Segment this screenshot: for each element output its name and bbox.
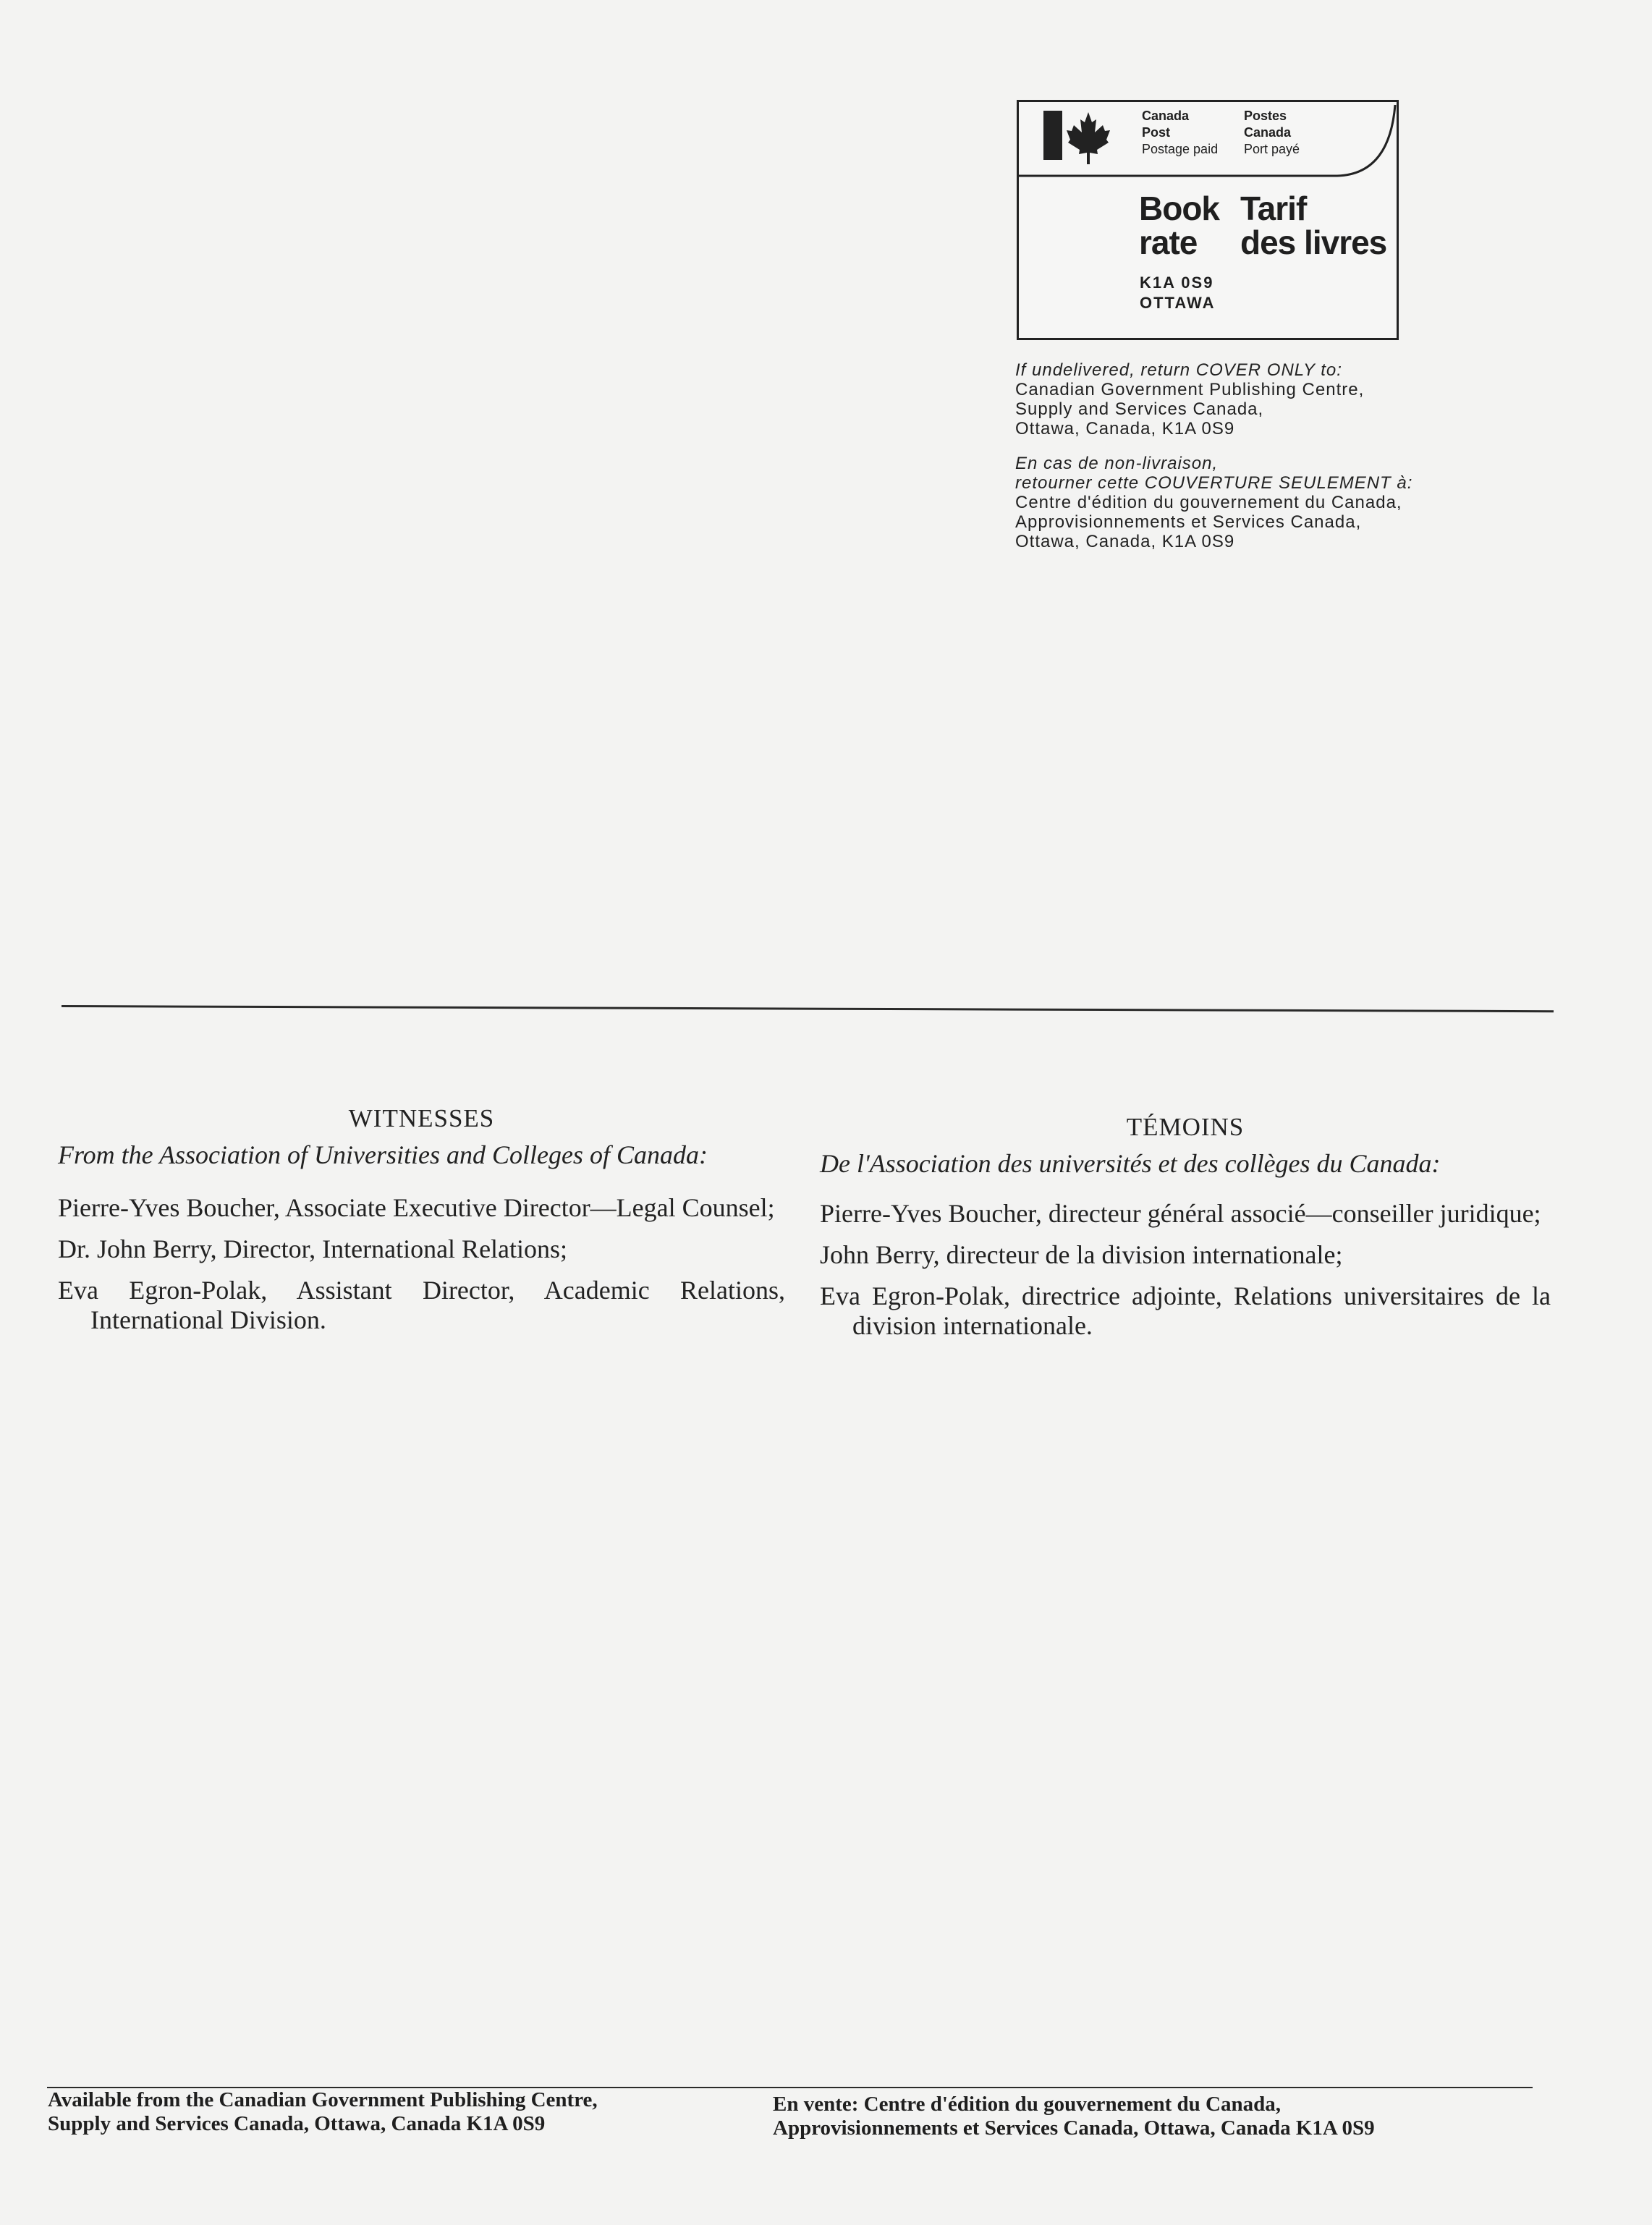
temoin-list [820, 1199, 1551, 1341]
indicia-city: OTTAWA [1140, 294, 1216, 312]
canada-flag-bar [1043, 111, 1062, 160]
postage-indicia [1017, 100, 1399, 340]
org-fr-line1: Postes [1244, 109, 1287, 123]
return-en-line: Ottawa, Canada, K1A 0S9 [1015, 419, 1235, 438]
return-notice-fr [1015, 454, 1412, 551]
book-rate-label [1139, 192, 1219, 260]
org-en-line1: Canada [1142, 109, 1190, 123]
temoins-heading: TÉMOINS [1126, 1113, 1245, 1141]
org-en-line2: Post [1142, 125, 1171, 140]
witnesses-column-fr [820, 1112, 1551, 1352]
org-fr-line3: Port payé [1244, 142, 1300, 156]
maple-leaf-icon [1067, 111, 1110, 166]
witness-entry: Dr. John Berry, Director, International Relations; [58, 1234, 568, 1263]
footer-fr-line: Approvisionnements et Services Canada, Ottawa, Canada K1A 0S9 [773, 2116, 1375, 2140]
footer-availability-fr [773, 2093, 1375, 2140]
witnesses-affiliation: From the Association of Universities and Colleges of Canada: [58, 1140, 708, 1169]
return-en-line: Canadian Government Publishing Centre, [1015, 380, 1365, 399]
return-fr-line: retourner cette COUVERTURE SEULEMENT à: [1015, 473, 1413, 493]
footer-en-line: Available from the Canadian Government Publishing Centre, [48, 2088, 598, 2111]
temoin-entry: John Berry, directeur de la division internationale; [820, 1240, 1343, 1269]
temoins-affiliation: De l'Association des universités et des collèges du Canada: [820, 1149, 1441, 1178]
postes-canada-label [1244, 108, 1300, 158]
witnesses-heading: WITNESSES [348, 1104, 495, 1132]
footer-fr-line: En vente: Centre d'édition du gouvernement du Canada, [773, 2093, 1281, 2116]
canada-post-label [1142, 108, 1218, 158]
return-notice-en [1015, 360, 1364, 438]
footer-availability-en [48, 2088, 598, 2136]
rate-fr-line2: des livres [1240, 224, 1387, 261]
return-fr-line: Approvisionnements et Services Canada, [1015, 512, 1362, 532]
return-fr-line: Ottawa, Canada, K1A 0S9 [1015, 532, 1235, 551]
rate-en-line1: Book [1139, 190, 1219, 227]
return-fr-line: Centre d'édition du gouvernement du Canada, [1015, 493, 1402, 512]
tarif-livres-label [1240, 192, 1386, 260]
footer-en-line: Supply and Services Canada, Ottawa, Canada K1A 0S9 [48, 2112, 546, 2135]
rate-fr-line1: Tarif [1240, 190, 1307, 227]
return-en-line: Supply and Services Canada, [1015, 399, 1264, 419]
temoin-entry: Eva Egron-Polak, directrice adjointe, Relations universitaires de la division internationale. [820, 1281, 1551, 1340]
indicia-postal-address [1140, 273, 1215, 313]
rate-en-line2: rate [1139, 224, 1198, 261]
return-en-line: If undelivered, return COVER ONLY to: [1015, 360, 1342, 380]
section-divider [62, 1005, 1554, 1012]
indicia-postal-code: K1A 0S9 [1140, 274, 1214, 292]
witness-list [58, 1193, 785, 1335]
witnesses-column-en [58, 1103, 785, 1347]
witness-entry: Pierre-Yves Boucher, Associate Executive Director—Legal Counsel; [58, 1193, 775, 1222]
org-fr-line2: Canada [1244, 125, 1292, 140]
org-en-line3: Postage paid [1142, 142, 1219, 156]
witness-entry: Eva Egron-Polak, Assistant Director, Academic Relations, International Division. [58, 1276, 785, 1334]
return-fr-line: En cas de non-livraison, [1015, 454, 1219, 473]
temoin-entry: Pierre-Yves Boucher, directeur général associé—conseiller juridique; [820, 1199, 1541, 1228]
